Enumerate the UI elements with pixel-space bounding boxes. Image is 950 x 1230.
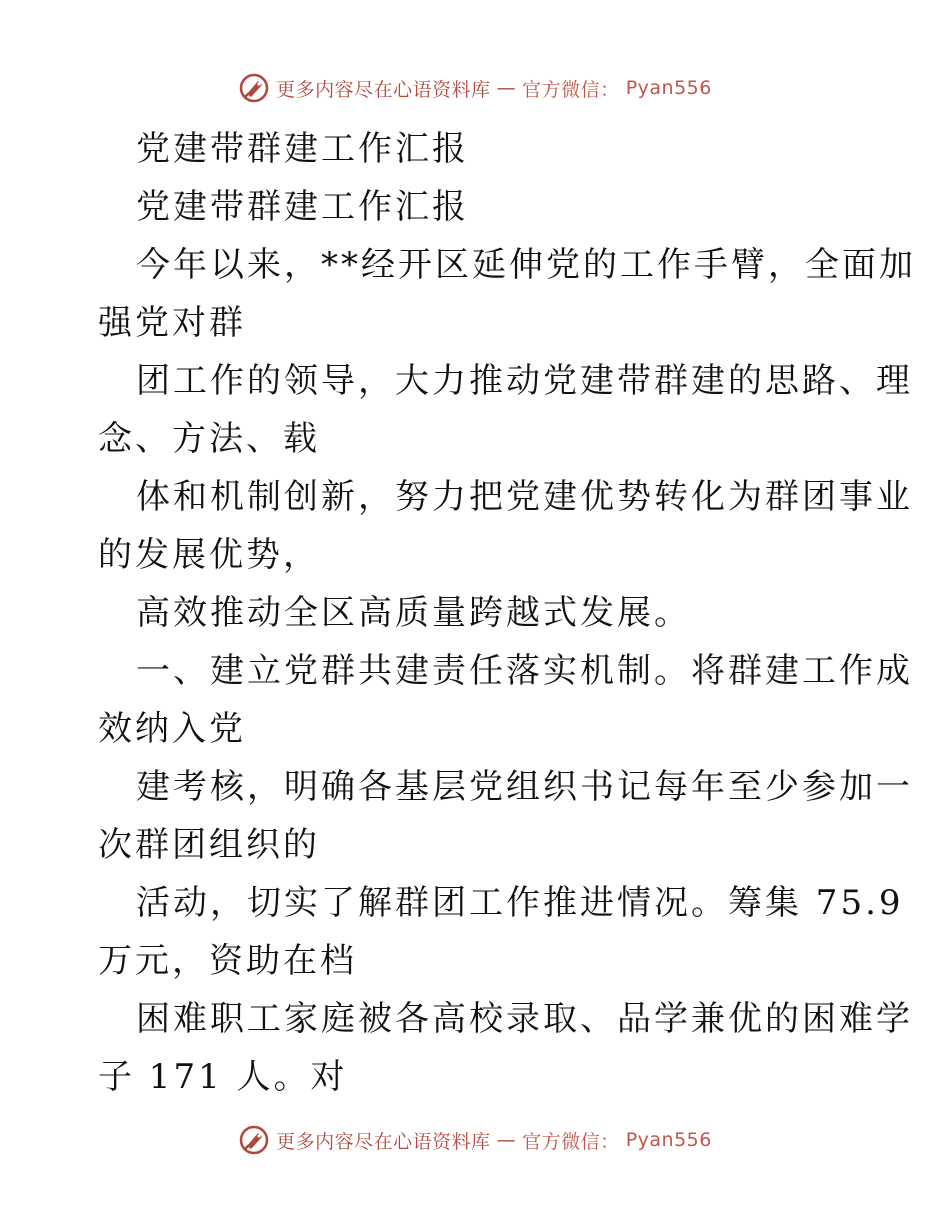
pen-nib-logo-icon [238,1124,270,1156]
footer-banner [0,1124,950,1156]
doc-line: 效纳入党 [98,709,246,749]
header-banner [0,72,950,104]
banner-wechat-id: Pyan556 [625,1129,712,1151]
doc-line: 困难职工家庭被各高校录取、品学兼优的困难学 [136,999,913,1039]
banner-wechat-id: Pyan556 [625,77,712,99]
doc-subtitle: 党建带群建工作汇报 [136,187,469,227]
doc-line: 活动，切实了解群团工作推进情况。筹集 75.9 [136,883,904,923]
doc-line: 的发展优势， [98,535,320,575]
banner-separator: — [496,1129,517,1151]
banner-separator: — [496,77,517,99]
doc-line: 次群团组织的 [98,825,320,865]
banner-wechat-label: 官方微信： [522,1130,620,1153]
doc-title: 党建带群建工作汇报 [136,129,469,169]
doc-line: 念、方法、载 [98,419,320,459]
banner-wechat-label: 官方微信： [522,78,620,101]
banner-text: 更多内容尽在心语资料库 [276,78,491,101]
banner-text: 更多内容尽在心语资料库 [276,1130,491,1153]
doc-line: 一、建立党群共建责任落实机制。将群建工作成 [136,651,913,691]
doc-line: 团工作的领导，大力推动党建带群建的思路、理 [136,361,913,401]
doc-line: 强党对群 [98,303,246,343]
doc-line: 万元，资助在档 [98,941,357,981]
doc-line: 体和机制创新，努力把党建优势转化为群团事业 [136,477,913,517]
document-body [98,120,916,1106]
pen-nib-logo-icon [238,72,270,104]
doc-line: 今年以来，**经开区延伸党的工作手臂，全面加 [136,245,916,285]
doc-line: 高效推动全区高质量跨越式发展。 [136,593,691,633]
doc-line: 建考核，明确各基层党组织书记每年至少参加一 [136,767,913,807]
doc-line: 子 171 人。对 [98,1057,348,1097]
